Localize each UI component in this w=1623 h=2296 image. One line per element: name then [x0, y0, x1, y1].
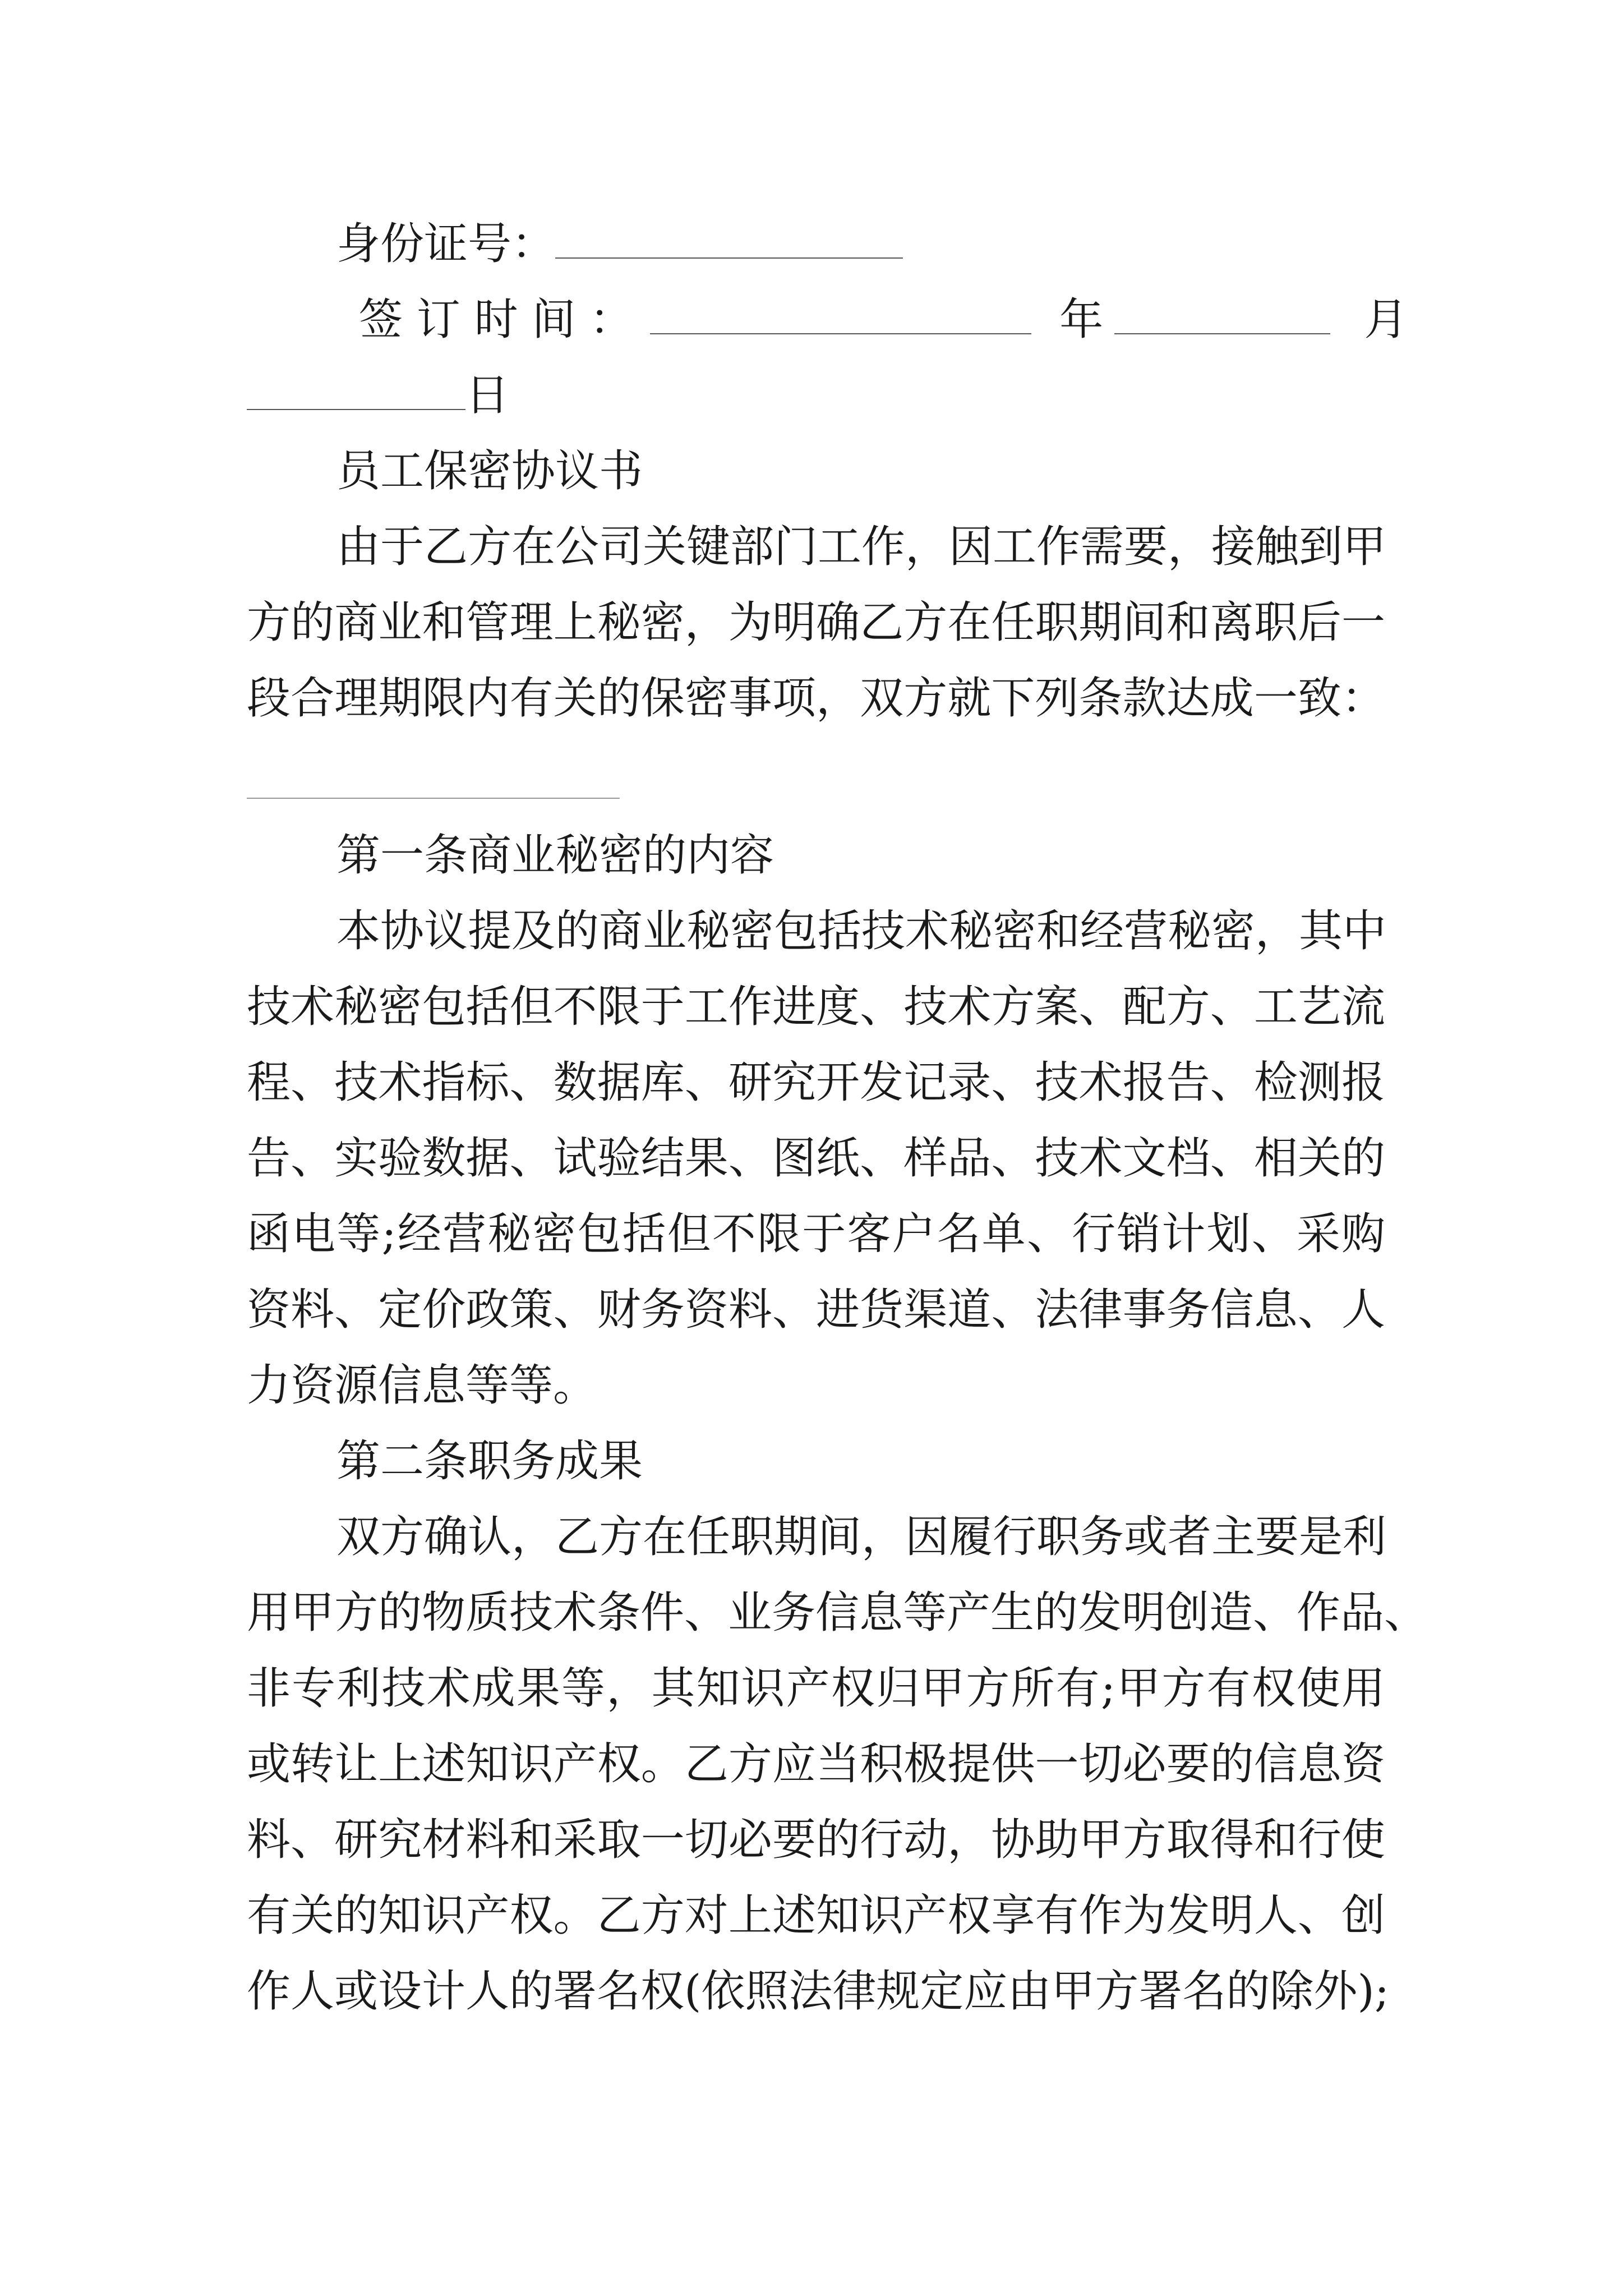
article-1-heading: 第一条商业秘密的内容 [336, 830, 774, 881]
article-2-line-2: 用甲方的物质技术条件、业务信息等产生的发明创造、作品、 [247, 1588, 1428, 1638]
sign-year-label: 年 [1059, 295, 1104, 345]
article-1-line-4: 告、实验数据、试验结果、图纸、样品、技术文档、相关的 [247, 1133, 1385, 1184]
article-1-line-2: 技术秘密包括但不限于工作进度、技术方案、配方、工艺流 [247, 982, 1385, 1032]
article-1-line-6: 资料、定价政策、财务资料、进货渠道、法律事务信息、人 [247, 1285, 1385, 1335]
sign-date-row [359, 292, 1408, 348]
article-2-line-7: 作人或设计人的署名权(依照法律规定应由甲方署名的除外); [247, 1966, 1390, 2017]
id-number-label: 身份证号： [336, 219, 556, 269]
article-1-line-5: 函电等;经营秘密包括但不限于客户名单、行销计划、采购 [247, 1209, 1385, 1259]
article-1-line-7: 力资源信息等等。 [247, 1360, 597, 1411]
sign-day-label: 日 [465, 370, 510, 421]
article-2-line-1: 双方确认，乙方在任职期间，因履行职务或者主要是利 [336, 1512, 1387, 1562]
sign-date-label: 签 订 时 间 ： [359, 295, 634, 345]
sign-month-blank [1114, 300, 1330, 334]
section-divider [247, 798, 620, 799]
sign-day-blank [247, 375, 465, 410]
sign-year-blank [650, 300, 1031, 334]
id-number-row [336, 216, 1475, 272]
article-2-line-5: 料、研究材料和采取一切必要的行动，协助甲方取得和行使 [247, 1815, 1385, 1865]
sign-day-row [247, 367, 1385, 424]
id-number-blank [555, 224, 903, 259]
article-1-line-1: 本协议提及的商业秘密包括技术秘密和经营秘密，其中 [336, 906, 1387, 956]
article-2-line-3: 非专利技术成果等，其知识产权归甲方所有;甲方有权使用 [247, 1663, 1385, 1714]
intro-line-2: 方的商业和管理上秘密，为明确乙方在任职期间和离职后一 [247, 597, 1385, 648]
article-2-heading: 第二条职务成果 [336, 1436, 643, 1487]
document-title: 员工保密协议书 [336, 446, 643, 496]
intro-line-3: 段合理期限内有关的保密事项，双方就下列条款达成一致： [247, 673, 1385, 724]
article-2-line-4: 或转让上述知识产权。乙方应当积极提供一切必要的信息资 [247, 1739, 1385, 1789]
article-1-line-3: 程、技术指标、数据库、研究开发记录、技术报告、检测报 [247, 1057, 1385, 1108]
article-2-line-6: 有关的知识产权。乙方对上述知识产权享有作为发明人、创 [247, 1890, 1385, 1941]
sign-month-label: 月 [1364, 295, 1408, 345]
intro-line-1: 由于乙方在公司关键部门工作，因工作需要，接触到甲 [336, 522, 1387, 572]
